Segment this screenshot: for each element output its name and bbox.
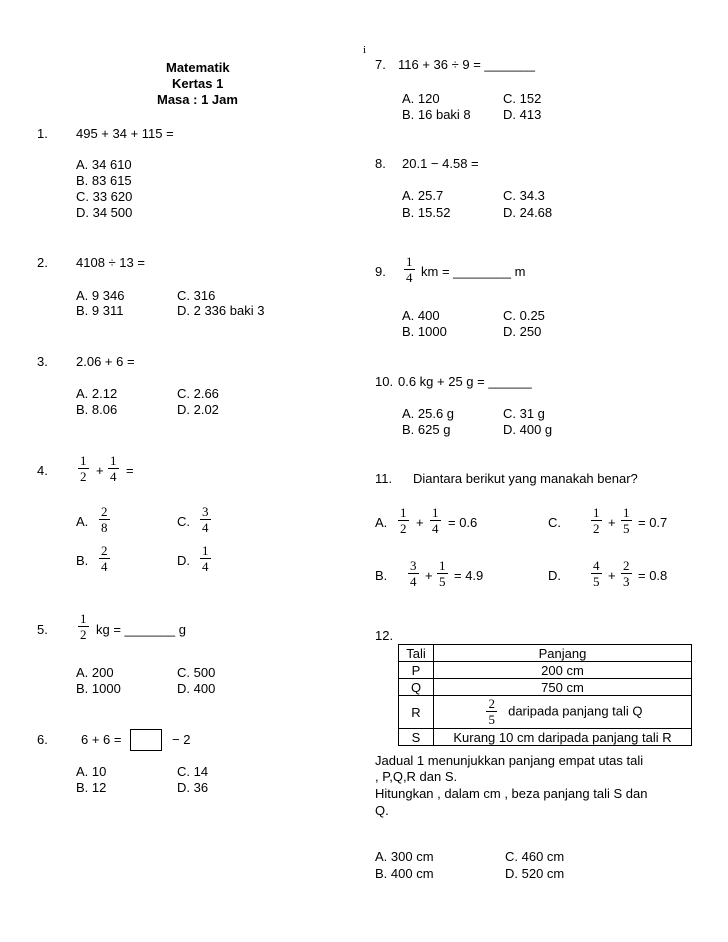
option-a[interactable]: A. 120 [402,91,440,106]
q12-text: Q. [375,803,389,818]
table-cell [434,696,692,729]
tali-table [398,644,692,746]
q12-text: Jadual 1 menunjukkan panjang empat utas tali [375,753,644,768]
r-description: daripada panjang tali Q [508,703,643,719]
option-d[interactable]: D. 400 [177,681,216,696]
table-cell: 200 cm [434,662,692,679]
option-b[interactable]: B. 1000 [76,681,121,696]
option-b[interactable]: B. 16 baki 8 [402,107,471,122]
table-cell: P [399,662,434,679]
option-c-label[interactable]: C. [177,514,190,529]
q12-text: , P,Q,R dan S. [375,769,458,784]
option-c[interactable]: C. 0.25 [503,308,545,323]
table-row [399,729,692,746]
plus-sign: + [425,568,433,583]
option-b[interactable]: B. 12 [76,780,107,795]
answer-box[interactable] [130,729,162,751]
question-number: 11. [375,471,393,486]
option-d-fraction[interactable]: $\frac{1}{4}$ [202,543,209,574]
table-cell: R [399,696,434,729]
table-header: Panjang [434,645,692,662]
option-a-fraction[interactable]: $\frac{2}{8}$ [101,504,108,535]
option-a[interactable]: A. 200 [76,665,114,680]
question-stem: 116 + 36 ÷ 9 = _______ [398,57,536,72]
question-stem-left: 6 + 6 = [81,732,122,747]
option-b[interactable]: B. 8.06 [76,402,118,417]
table-row [399,662,692,679]
question-number: 6. [37,732,48,747]
option-c[interactable]: C. 14 [177,764,209,779]
option-c-fraction: $\frac{1}{5}$ [623,505,630,536]
question-stem: 0.6 kg + 25 g = ______ [398,374,532,389]
option-a[interactable]: A. 34 610 [76,157,132,172]
option-c-fraction[interactable]: $\frac{3}{4}$ [202,504,209,535]
option-a[interactable]: A. 400 [402,308,440,323]
fraction: $\frac{1}{2}$ [80,611,87,642]
option-c[interactable]: C. 152 [503,91,542,106]
option-b-fraction: $\frac{1}{5}$ [439,558,446,589]
question-stem: 2.06 + 6 = [76,354,135,369]
question-stem: 4108 ÷ 13 = [76,255,145,270]
option-d-label[interactable]: D. [177,553,190,568]
question-number: 2. [37,255,48,270]
table-header: Tali [399,645,434,662]
option-b[interactable]: B. 625 g [402,422,451,437]
question-stem: km = ________ m [421,264,526,279]
option-b-result: = 4.9 [454,568,484,583]
table-cell: Kurang 10 cm daripada panjang tali R [434,729,692,746]
question-number: 3. [37,354,48,369]
question-number: 12. [375,628,394,643]
question-stem: 495 + 34 + 115 = [76,126,174,141]
table-cell: S [399,729,434,746]
option-d[interactable]: D. 2 336 baki 3 [177,303,265,318]
option-d[interactable]: D. 34 500 [76,205,133,220]
option-d-label[interactable]: D. [548,568,561,583]
option-d[interactable]: D. 36 [177,780,209,795]
option-d[interactable]: D. 520 cm [505,866,565,881]
option-d[interactable]: D. 24.68 [503,205,553,220]
q12-text: Hitungkan , dalam cm , beza panjang tali S dan [375,786,648,801]
table-row [399,696,692,729]
option-b[interactable]: B. 400 cm [375,866,434,881]
question-stem: Diantara berikut yang manakah benar? [413,471,638,486]
question-number: 1. [37,126,48,141]
option-c-fraction: $\frac{1}{2}$ [593,505,600,536]
plus-sign: + [608,515,616,530]
option-b-label[interactable]: B. [375,568,388,583]
option-b-fraction: $\frac{3}{4}$ [410,558,417,589]
option-d-fraction: $\frac{4}{5}$ [593,558,600,589]
option-a[interactable]: A. 25.6 g [402,406,455,421]
option-b-label[interactable]: B. [76,553,89,568]
option-c-result: = 0.7 [638,515,668,530]
fraction: $\frac{1}{4}$ [406,254,413,285]
option-c[interactable]: C. 460 cm [505,849,565,864]
option-b-fraction[interactable]: $\frac{2}{4}$ [101,543,108,574]
question-number: 5. [37,622,48,637]
option-a[interactable]: A. 2.12 [76,386,118,401]
option-d-result: = 0.8 [638,568,668,583]
option-a-result: = 0.6 [448,515,478,530]
option-c[interactable]: C. 500 [177,665,216,680]
plus-sign: + [96,463,104,478]
option-c[interactable]: C. 31 g [503,406,545,421]
plus-sign: + [608,568,616,583]
option-d[interactable]: D. 2.02 [177,402,219,417]
question-number: 10. [375,374,394,389]
table-row [399,679,692,696]
option-a[interactable]: A. 9 346 [76,288,125,303]
table-cell: 750 cm [434,679,692,696]
option-b[interactable]: B. 9 311 [76,303,124,318]
option-b[interactable]: B. 1000 [402,324,447,339]
table-header-row [399,645,692,662]
table-cell: Q [399,679,434,696]
option-d[interactable]: D. 250 [503,324,542,339]
option-d-fraction: $\frac{2}{3}$ [623,558,630,589]
equals-sign: = [126,463,134,478]
r-fraction: $\frac{2}{5}$ [488,696,495,727]
question-stem: 20.1 − 4.58 = [402,156,479,171]
option-c[interactable]: C. 316 [177,288,216,303]
option-a-label[interactable]: A. [375,515,388,530]
option-a[interactable]: A. 300 cm [375,849,434,864]
question-number: 9. [375,264,386,279]
option-a-fraction: $\frac{1}{2}$ [400,505,407,536]
plus-sign: + [416,515,424,530]
option-a-fraction: $\frac{1}{4}$ [432,505,439,536]
option-c[interactable]: C. 2.66 [177,386,219,401]
fraction: $\frac{1}{2}$ [80,453,87,484]
option-c-label[interactable]: C. [548,515,561,530]
question-stem-right: − 2 [172,732,191,747]
question-number: 8. [375,156,386,171]
paper-title: Matematik [166,60,230,75]
option-c[interactable]: C. 34.3 [503,188,545,203]
option-c[interactable]: C. 33 620 [76,189,133,204]
option-b[interactable]: B. 15.52 [402,205,451,220]
question-number: 4. [37,463,48,478]
fraction: $\frac{1}{4}$ [110,453,117,484]
option-a[interactable]: A. 25.7 [402,188,444,203]
option-b[interactable]: B. 83 615 [76,173,132,188]
option-d[interactable]: D. 413 [503,107,542,122]
question-number: 7. [375,57,386,72]
paper-duration: Masa : 1 Jam [157,92,238,107]
page-mark: i [363,44,367,56]
option-d[interactable]: D. 400 g [503,422,553,437]
option-a-label[interactable]: A. [76,514,89,529]
question-stem: kg = _______ g [96,622,186,637]
paper-subtitle: Kertas 1 [172,76,224,91]
option-a[interactable]: A. 10 [76,764,107,779]
